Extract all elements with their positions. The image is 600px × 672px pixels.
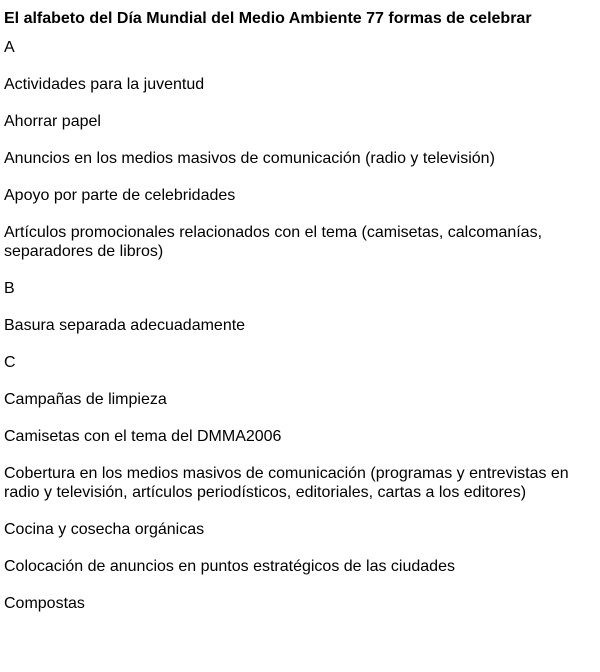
list-item: Actividades para la juventud xyxy=(4,76,205,93)
list-item: Colocación de anuncios en puntos estratégicos de las ciudades xyxy=(4,558,455,575)
list-item: Ahorrar papel xyxy=(4,113,101,130)
section-letter-b: B xyxy=(4,280,15,297)
list-item: Apoyo por parte de celebridades xyxy=(4,187,236,204)
list-item: Anuncios en los medios masivos de comunicación (radio y televisión) xyxy=(4,150,495,167)
document-title: El alfabeto del Día Mundial del Medio Ambiente 77 formas de celebrar xyxy=(4,10,532,27)
list-item: Compostas xyxy=(4,595,85,612)
list-item: Cobertura en los medios masivos de comunicación (programas y entrevistas en radio y televisión, artículos periodísticos, editoriales, cartas a los editores) xyxy=(4,465,569,501)
list-item: Basura separada adecuadamente xyxy=(4,317,246,334)
section-letter-c: C xyxy=(4,354,16,371)
list-item: Cocina y cosecha orgánicas xyxy=(4,521,205,538)
list-item: Campañas de limpieza xyxy=(4,391,167,408)
list-item: Artículos promocionales relacionados con el tema (camisetas, calcomanías, separadores de libros) xyxy=(4,224,543,260)
list-item: Camisetas con el tema del DMMA2006 xyxy=(4,428,282,445)
section-letter-a: A xyxy=(4,39,15,56)
